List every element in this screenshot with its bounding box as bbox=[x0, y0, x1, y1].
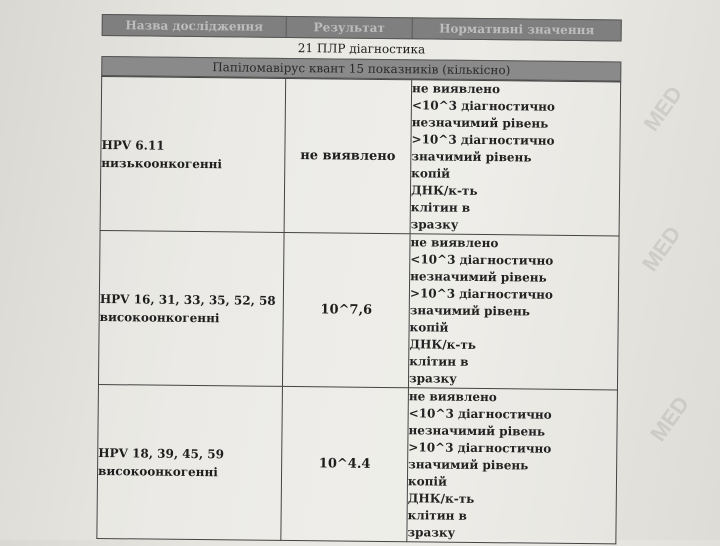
table-header bbox=[102, 14, 622, 41]
test-result: 10^7,6 bbox=[282, 232, 410, 387]
test-name: HPV 6.11 низькоонкогенні bbox=[100, 77, 286, 233]
reference-values: не виявлено <10^3 діагностично незначимий рівень >10^3 діагностично значимий рівень копій ДНК/к-ть клітин в зразку bbox=[408, 234, 619, 390]
watermark: MED bbox=[637, 221, 686, 276]
test-result: 10^4.4 bbox=[281, 386, 409, 541]
test-result: не виявлено bbox=[284, 78, 412, 233]
header-result: Результат bbox=[287, 17, 413, 38]
header-name: Назва дослідження bbox=[103, 15, 287, 37]
reference-values: не виявлено <10^3 діагностично незначимий рівень >10^3 діагностично значимий рівень копій ДНК/к-ть клітин в зразку bbox=[410, 80, 621, 236]
results-table bbox=[96, 76, 621, 544]
table-row bbox=[100, 77, 621, 236]
header-norm: Нормативні значення bbox=[439, 21, 595, 38]
subsection-title: Папіломавірус квант 15 показників (кількісно) bbox=[101, 56, 621, 81]
table-row bbox=[98, 231, 619, 390]
reference-values: не виявлено <10^3 діагностично незначимий рівень >10^3 діагностично значимий рівень копій ДНК/к-ть клітин в зразку bbox=[407, 388, 618, 544]
table-row bbox=[97, 385, 618, 544]
test-name: HPV 16, 31, 33, 35, 52, 58 високоонкогенні bbox=[98, 231, 284, 387]
watermark: MED bbox=[638, 81, 688, 136]
test-name: HPV 18, 39, 45, 59 високоонкогенні bbox=[97, 385, 283, 541]
section-title: 21 ПЛР діагностика bbox=[297, 41, 426, 57]
watermark: MED bbox=[645, 391, 695, 446]
